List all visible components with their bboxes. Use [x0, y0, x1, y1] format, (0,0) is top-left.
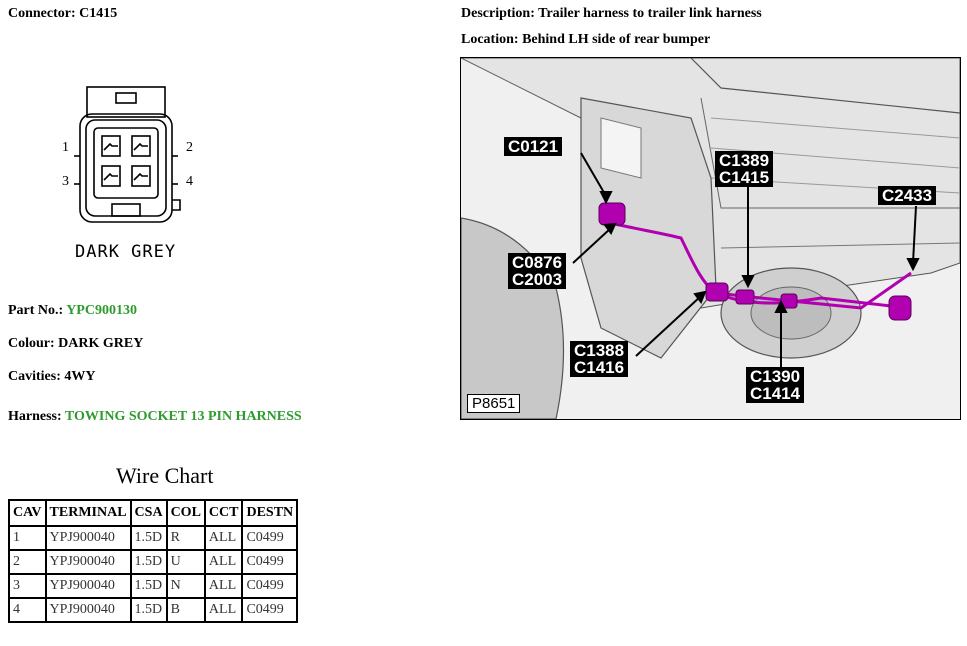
diagram-label-c0876-c2003: C0876 C2003: [508, 253, 566, 289]
col-cct-header: CCT: [205, 500, 243, 526]
diagram-label-c1388-c1416: C1388 C1416: [570, 341, 628, 377]
wire-chart-title: Wire Chart: [116, 463, 214, 488]
pin-4-label: 4: [186, 174, 193, 189]
colour-line: Colour: DARK GREY: [8, 336, 144, 351]
connector-heading: Connector: C1415: [8, 6, 118, 21]
table-row: [9, 550, 297, 574]
col-cell: B: [167, 598, 205, 622]
diagram-label-c1389-c1415: C1389 C1415: [715, 151, 773, 187]
pin-2-label: 2: [186, 140, 193, 155]
csa-cell: 1.5D: [131, 598, 167, 622]
terminal-cell: YPJ900040: [46, 574, 131, 598]
cavities-value: 4WY: [64, 369, 96, 384]
diagram-label-c0121: C0121: [504, 137, 562, 156]
cavities-line: Cavities: 4WY: [8, 369, 96, 384]
connector-face-drawing: [60, 84, 210, 264]
destn-cell: C0499: [242, 526, 297, 550]
col-col-header: COL: [167, 500, 205, 526]
terminal-cell: YPJ900040: [46, 598, 131, 622]
csa-cell: 1.5D: [131, 526, 167, 550]
col-terminal-header: TERMINAL: [46, 500, 131, 526]
description-line: Description: Trailer harness to trailer link harness: [461, 6, 762, 21]
destn-cell: C0499: [242, 550, 297, 574]
location-line: Location: Behind LH side of rear bumper: [461, 32, 711, 47]
part-number-link[interactable]: YPC900130: [66, 303, 137, 318]
col-cell: U: [167, 550, 205, 574]
col-cell: N: [167, 574, 205, 598]
destn-cell: C0499: [242, 574, 297, 598]
col-destn-header: DESTN: [242, 500, 297, 526]
connector-colour-caption: DARK GREY: [75, 242, 177, 262]
table-row: [9, 598, 297, 622]
wire-chart-header-row: [9, 500, 297, 526]
connector-id: C1415: [79, 6, 118, 21]
colour-value: DARK GREY: [58, 336, 144, 351]
location-diagram: [460, 57, 961, 420]
cav-cell: 3: [9, 574, 46, 598]
terminal-cell: YPJ900040: [46, 526, 131, 550]
cct-cell: ALL: [205, 598, 243, 622]
vehicle-rear-illustration: [461, 58, 960, 419]
pin-1-label: 1: [62, 140, 69, 155]
csa-cell: 1.5D: [131, 550, 167, 574]
col-csa-header: CSA: [131, 500, 167, 526]
part-number-line: Part No.: YPC900130: [8, 303, 137, 318]
plate-number: P8651: [467, 394, 520, 413]
cct-cell: ALL: [205, 526, 243, 550]
pin-3-label: 3: [62, 174, 69, 189]
col-cell: R: [167, 526, 205, 550]
harness-link[interactable]: TOWING SOCKET 13 PIN HARNESS: [64, 409, 302, 424]
csa-cell: 1.5D: [131, 574, 167, 598]
cav-cell: 1: [9, 526, 46, 550]
wire-chart-table: [8, 499, 298, 623]
connector-face-icon: [60, 84, 210, 234]
cav-cell: 2: [9, 550, 46, 574]
harness-line: Harness: TOWING SOCKET 13 PIN HARNESS: [8, 409, 302, 424]
cct-cell: ALL: [205, 574, 243, 598]
table-row: [9, 526, 297, 550]
destn-cell: C0499: [242, 598, 297, 622]
cav-cell: 4: [9, 598, 46, 622]
location-value: Behind LH side of rear bumper: [522, 32, 711, 47]
diagram-label-c1390-c1414: C1390 C1414: [746, 367, 804, 403]
table-row: [9, 574, 297, 598]
diagram-label-c2433: C2433: [878, 186, 936, 205]
terminal-cell: YPJ900040: [46, 550, 131, 574]
description-value: Trailer harness to trailer link harness: [538, 6, 762, 21]
cct-cell: ALL: [205, 550, 243, 574]
col-cav-header: CAV: [9, 500, 46, 526]
